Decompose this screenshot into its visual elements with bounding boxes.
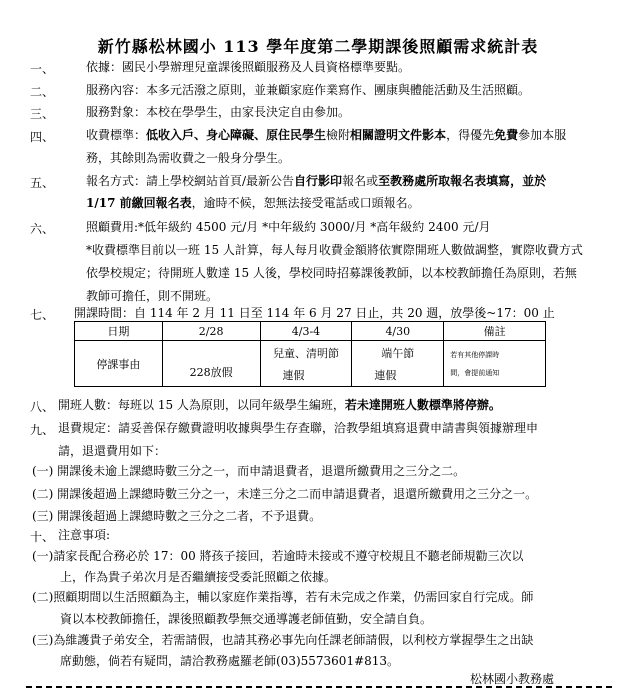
section-9-line-1: 退費規定：請妥善保存繳費證明收據與學生存查聯，洽教學組填寫退費申請書與領據辦理申 <box>58 421 539 435</box>
s4-c: 檢附 <box>326 128 351 142</box>
notice-item-1-line-2: 上，作為貴子弟次月是否繼續接受委託照顧之依據。 <box>60 570 337 584</box>
section-9-number: 九、 <box>30 423 55 437</box>
table-header-row <box>75 322 546 341</box>
s4-g: 參加本服 <box>518 128 567 142</box>
table-cell-qingming-line-1: 兒童、清明節 <box>272 346 339 360</box>
notice-item-3-line-1: (三)為維護貴子弟安全，若需請假，也請其務必事先向任課老師請假，以利校方掌握學生之出缺 <box>32 633 534 647</box>
table-cell-228: 228放假 <box>162 341 260 387</box>
cut-line <box>26 686 612 688</box>
table-cell-dragon-boat-line-1: 端午節 <box>381 346 415 360</box>
refund-item-1: (一) 開課後未逾上課總時數三分之一，而申請退費者，退還所繳費用之三分之二。 <box>32 464 466 478</box>
section-3-text: 服務對象：本校在學學生，由家長決定自由參加。 <box>86 105 351 119</box>
notice-item-3-line-2: 席動態，倘若有疑問，請洽教務處羅老師(03)5573601#813。 <box>60 654 400 668</box>
document-title: 新竹縣松林國小 113 學年度第二學期課後照顧需求統計表 <box>97 37 539 56</box>
section-6-line-3: 依學校規定；待開班人數達 15 人後，學校同時招募課後教師，以本校教師擔任為原則，若無 <box>86 266 577 280</box>
section-3-number: 三、 <box>30 107 55 121</box>
s4-eligible-groups: 低收入戶、身心障礙、原住民學生 <box>146 128 327 142</box>
s5-line2-rest: ，逾時不候，恕無法接受電話或口頭報名。 <box>191 196 420 210</box>
table-header-date-1: 2/28 <box>162 322 260 341</box>
notice-item-2-line-1: (二)照顧期間以生活照顧為主，輔以家庭作業指導，若有未完成之作業，仍需回家自行完成。師 <box>32 590 534 604</box>
section-6-line-4: 教師可擔任，則不開班。 <box>86 289 219 303</box>
table-cell-qingming-line-2: 連假 <box>282 368 305 382</box>
s8-a: 開班人數：每班以 15 人為原則，以同年級學生編班， <box>58 398 345 412</box>
table-header-date-3: 4/30 <box>352 322 444 341</box>
s5-c: 報名或 <box>342 174 379 188</box>
section-7-text: 開課時間：自 114 年 2 月 11 日至 114 年 6 月 27 日止，共 20 週，放學後~17：00 止 <box>74 306 555 320</box>
section-6-number: 六、 <box>30 222 55 236</box>
s4-a: 收費標準： <box>86 128 147 142</box>
section-2-text: 服務內容：本多元活潑之原則，並兼顧家庭作業寫作、團康與體能活動及生活照顧。 <box>86 83 531 97</box>
table-row-label: 停課事由 <box>75 341 163 387</box>
s5-deadline: 1/17 前繳回報名表 <box>86 196 192 210</box>
section-1-text: 依據：國民小學辦理兒童課後照顧服務及人員資格標準要點。 <box>86 60 411 74</box>
section-4-line-2: 務，其餘則為需收費之一般身分學生。 <box>86 151 291 165</box>
section-4-line-1 <box>86 128 566 142</box>
section-4-number: 四、 <box>30 130 55 144</box>
class-suspension-table <box>74 321 546 387</box>
refund-item-2: (二) 開課後超過上課總時數三分之一，未達三分之二而申請退費者，退還所繳費用之三分之一。 <box>32 487 538 501</box>
section-7-number: 七、 <box>30 308 55 322</box>
notice-item-1-line-1: (一)請家長配合務必於 17：00 將孩子接回，若逾時未接或不遵守校規且不聽老師規勸三次以 <box>32 549 524 563</box>
section-2-number: 二、 <box>30 85 55 99</box>
section-6-line-1: 照顧費用:*低年級約 4500 元/月 *中年級約 3000/月 *高年級約 2400 元/月 <box>86 220 491 234</box>
section-8-text <box>58 398 501 412</box>
table-cell-note-line-1: 若有其他停課時 <box>450 350 500 359</box>
section-5-number: 五、 <box>30 176 55 190</box>
s8-cancel-notice: 若未達開班人數標準將停辦。 <box>344 398 501 412</box>
section-10-number: 十、 <box>30 530 55 544</box>
s4-documents: 相關證明文件影本 <box>350 128 447 142</box>
table-header-date-2: 4/3-4 <box>260 322 352 341</box>
section-6-line-2: *收費標準目前以一班 15 人計算，每人每月收費金額將依實際開班人數做調整，實際收費方式 <box>86 243 583 257</box>
s5-office-form: 至教務處所取報名表填寫，並於 <box>378 174 547 188</box>
table-cell-dragon-boat <box>352 341 444 387</box>
table-header-note: 備註 <box>444 322 546 341</box>
table-header-date: 日期 <box>75 322 163 341</box>
refund-item-3: (三) 開課後超過上課總時數之三分之二者，不予退費。 <box>32 509 322 523</box>
table-cell-dragon-boat-line-2: 連假 <box>374 368 397 382</box>
table-cell-note-line-2: 間，會提前通知 <box>450 368 500 377</box>
section-1-number: 一、 <box>30 62 55 76</box>
s4-e: ，得優先 <box>446 128 495 142</box>
section-5-line-2 <box>86 196 420 210</box>
s4-free: 免費 <box>494 128 519 142</box>
s5-self-print: 自行影印 <box>294 174 343 188</box>
table-row <box>75 341 546 387</box>
issuer-signature: 松林國小教務處 <box>470 672 555 686</box>
section-5-line-1 <box>86 174 546 188</box>
section-9-line-2: 請，退還費用如下： <box>58 444 167 458</box>
s5-a: 報名方式：請上學校網站首頁/最新公告 <box>86 174 295 188</box>
table-cell-note <box>444 341 546 387</box>
notice-item-2-line-2: 資以本校教師擔任，課後照顧教學無交通導護老師值勤，安全請自負。 <box>60 612 433 626</box>
section-10-heading: 注意事項: <box>58 528 111 542</box>
section-8-number: 八、 <box>30 400 55 414</box>
table-cell-qingming <box>260 341 352 387</box>
